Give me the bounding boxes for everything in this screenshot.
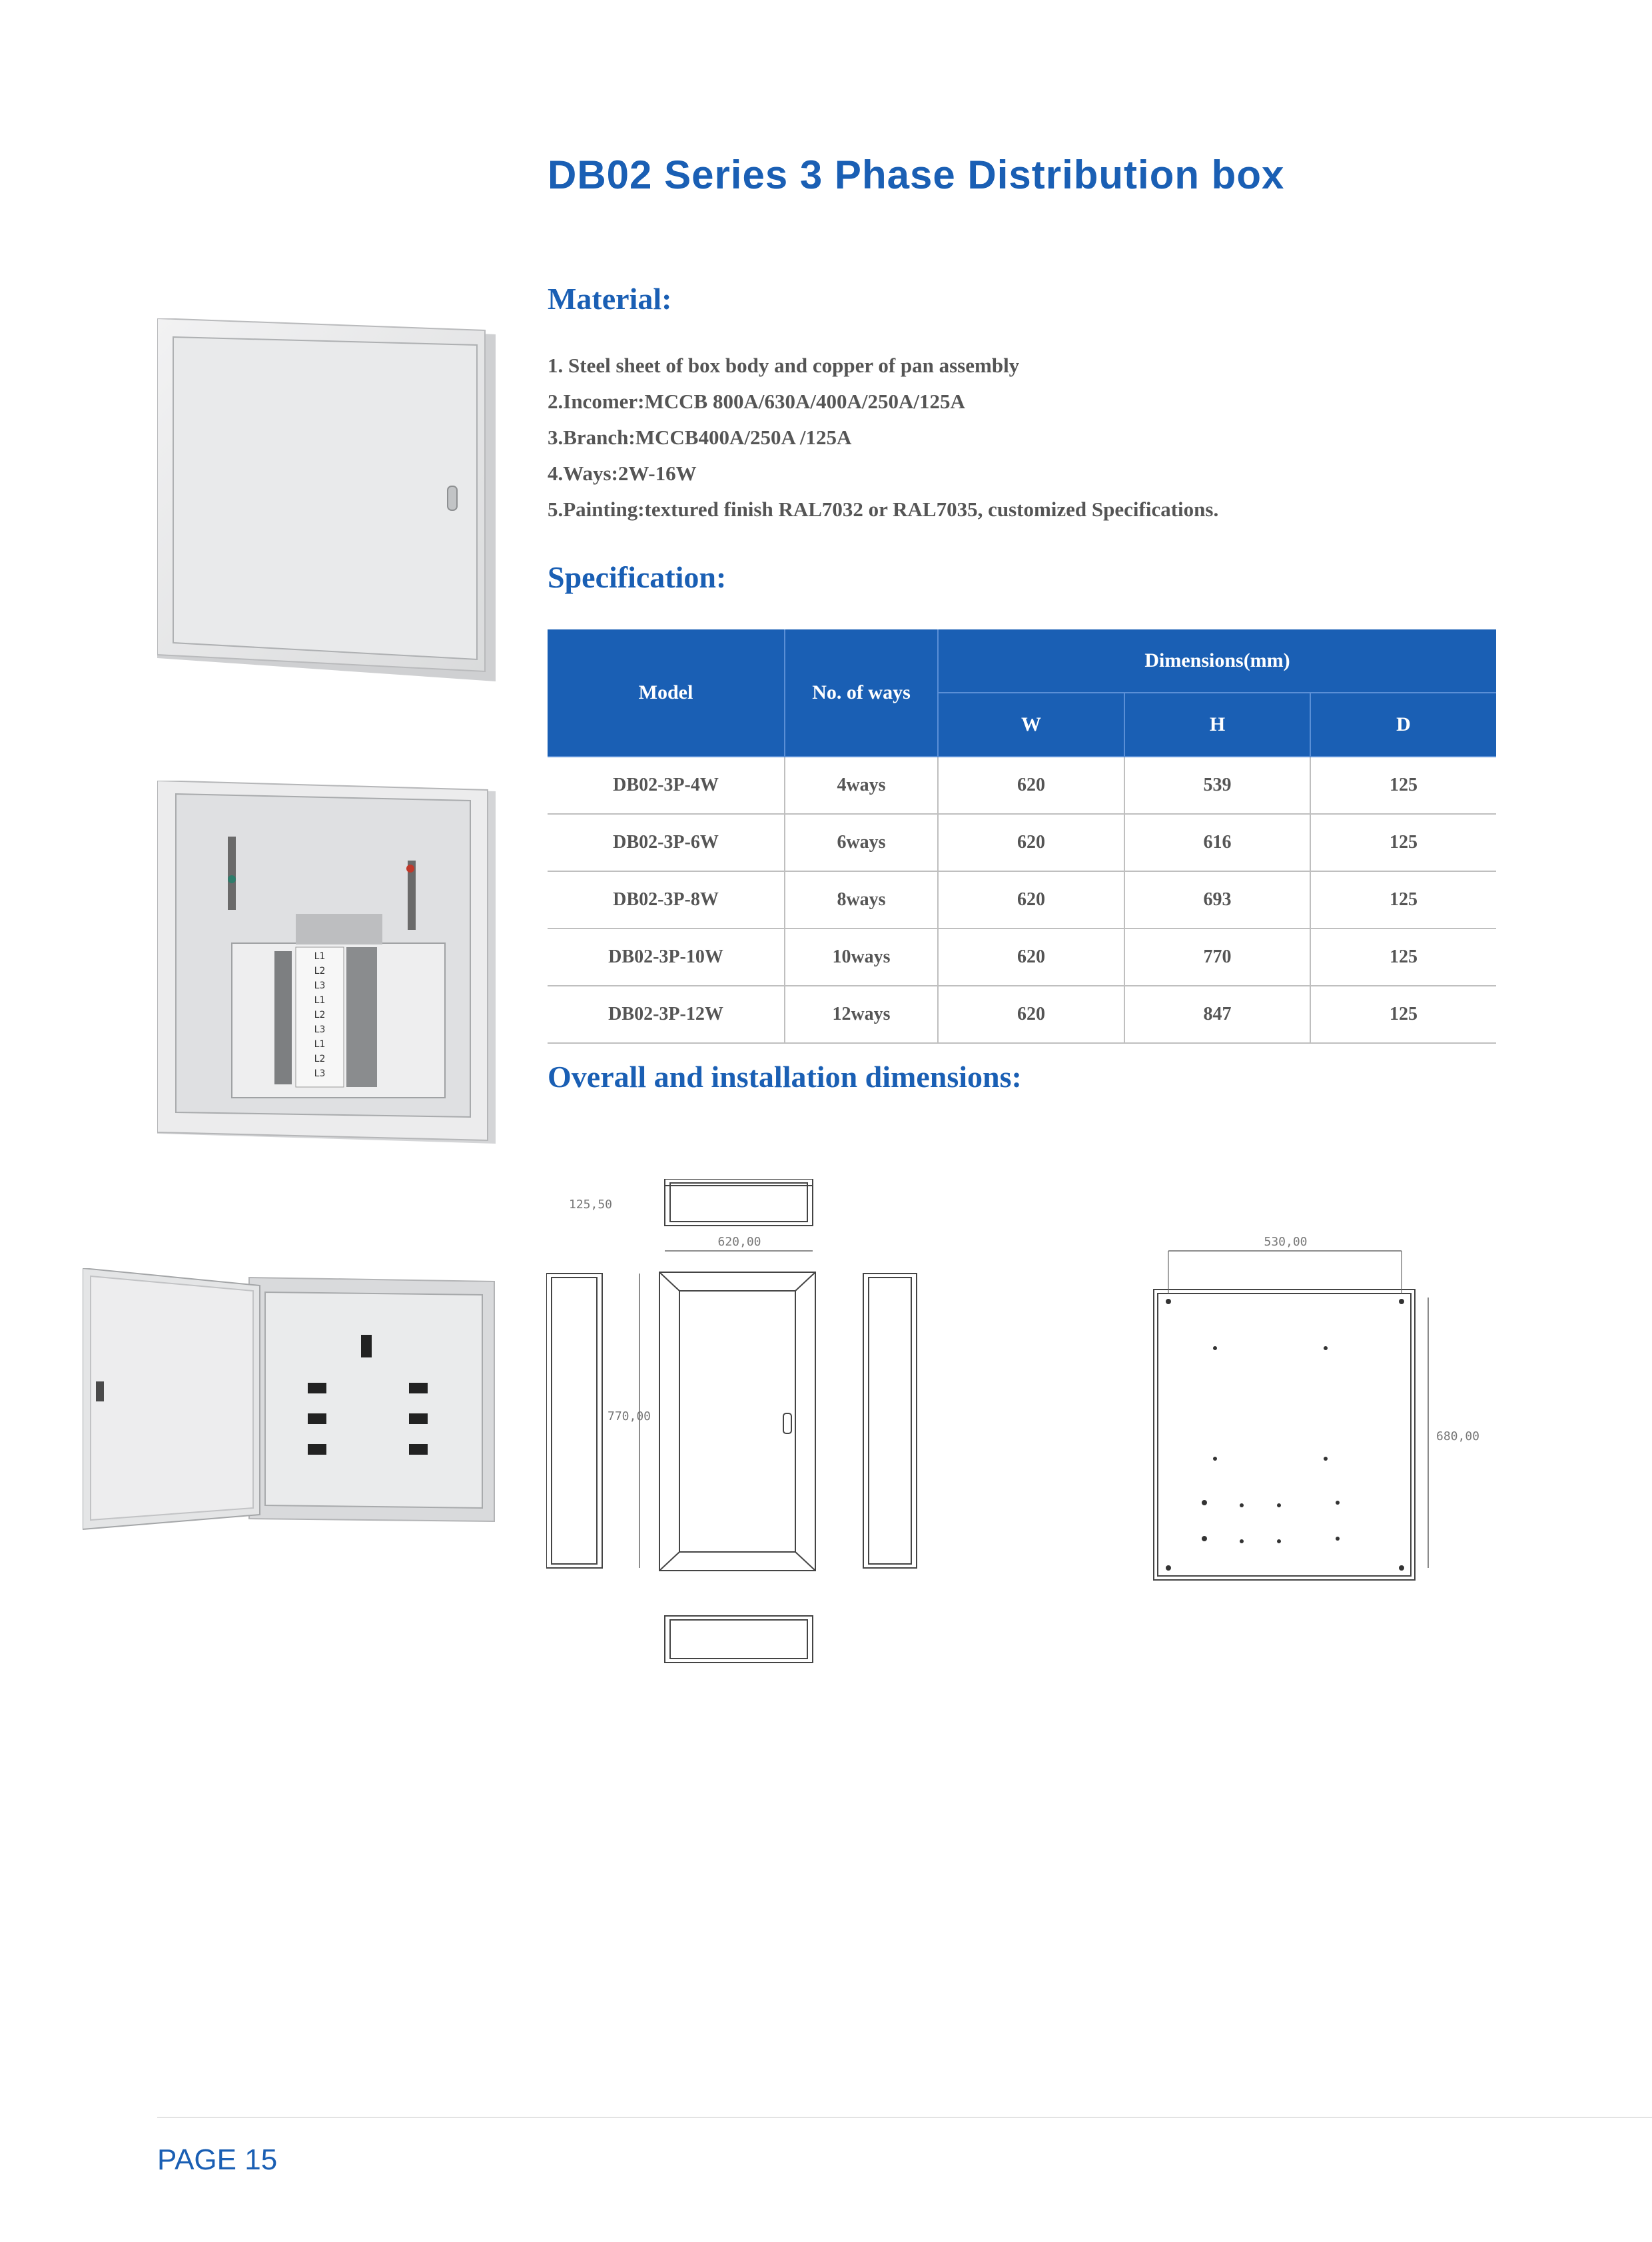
breaker-label: L3 xyxy=(314,980,326,991)
material-list xyxy=(548,348,1218,528)
cell-ways: 8ways xyxy=(785,871,938,929)
mounting-holes xyxy=(1166,1299,1404,1571)
cell-w: 620 xyxy=(938,814,1124,871)
table-row xyxy=(548,871,1496,929)
specification-table xyxy=(548,629,1496,1044)
right-side-view xyxy=(863,1274,917,1568)
cell-h: 539 xyxy=(1124,757,1310,814)
breaker-label: L1 xyxy=(314,1039,326,1050)
cell-w: 620 xyxy=(938,986,1124,1043)
cell-h: 770 xyxy=(1124,929,1310,986)
open-door-box-image xyxy=(83,1268,502,1535)
cell-model: DB02-3P-4W xyxy=(548,757,785,814)
depth-dimension-label: 125,50 xyxy=(569,1198,613,1212)
breaker-label: L2 xyxy=(314,966,326,976)
header-w: W xyxy=(938,693,1124,757)
table-row xyxy=(548,814,1496,871)
closed-box-image xyxy=(157,318,504,681)
cell-w: 620 xyxy=(938,871,1124,929)
cell-model: DB02-3P-10W xyxy=(548,929,785,986)
header-h: H xyxy=(1124,693,1310,757)
interior-box-image xyxy=(157,781,504,1144)
cell-w: 620 xyxy=(938,757,1124,814)
mount-height-dimension-label: 680,00 xyxy=(1436,1429,1480,1443)
mount-width-dimension-label: 530,00 xyxy=(1264,1235,1308,1249)
cell-h: 847 xyxy=(1124,986,1310,1043)
table-row xyxy=(548,757,1496,814)
mounting-view-drawing xyxy=(1154,1290,1415,1580)
top-view-drawing xyxy=(665,1179,813,1226)
cell-model: DB02-3P-8W xyxy=(548,871,785,929)
left-side-view xyxy=(546,1274,602,1568)
header-d: D xyxy=(1310,693,1496,757)
cell-d: 125 xyxy=(1310,986,1496,1043)
material-item: 2.Incomer:MCCB 800A/630A/400A/250A/125A xyxy=(548,390,965,413)
cell-ways: 10ways xyxy=(785,929,938,986)
breaker-label: L3 xyxy=(314,1024,326,1035)
cell-d: 125 xyxy=(1310,814,1496,871)
table-row xyxy=(548,929,1496,986)
cell-ways: 4ways xyxy=(785,757,938,814)
cell-d: 125 xyxy=(1310,929,1496,986)
cell-model: DB02-3P-12W xyxy=(548,986,785,1043)
page-number: PAGE 15 xyxy=(157,2143,278,2176)
cell-ways: 12ways xyxy=(785,986,938,1043)
header-model: Model xyxy=(548,629,785,757)
material-item: 5.Painting:textured finish RAL7032 or RAL7035, customized Specifications. xyxy=(548,498,1219,521)
material-item: 1. Steel sheet of box body and copper of pan assembly xyxy=(548,354,1020,377)
cell-d: 125 xyxy=(1310,871,1496,929)
cell-ways: 6ways xyxy=(785,814,938,871)
height-dimension-label: 770,00 xyxy=(608,1409,651,1423)
cell-d: 125 xyxy=(1310,757,1496,814)
specification-heading: Specification: xyxy=(548,560,727,594)
header-ways: No. of ways xyxy=(785,629,938,757)
cell-h: 693 xyxy=(1124,871,1310,929)
header-dimensions: Dimensions(mm) xyxy=(938,629,1496,693)
footer-divider xyxy=(157,2117,1652,2118)
breaker-label: L2 xyxy=(314,1054,326,1064)
page-title: DB02 Series 3 Phase Distribution box xyxy=(548,153,1285,197)
cell-h: 616 xyxy=(1124,814,1310,871)
material-item: 4.Ways:2W-16W xyxy=(548,462,697,485)
width-dimension-label: 620,00 xyxy=(717,1235,761,1249)
material-item: 3.Branch:MCCB400A/250A /125A xyxy=(548,426,852,449)
bottom-view-drawing xyxy=(665,1616,813,1663)
breaker-label: L3 xyxy=(314,1068,326,1079)
breaker-label: L1 xyxy=(314,951,326,962)
breaker-labels xyxy=(296,947,344,1087)
dimension-drawings xyxy=(546,1179,1512,1665)
breaker-label: L2 xyxy=(314,1010,326,1020)
front-view-drawing xyxy=(659,1272,815,1571)
material-heading: Material: xyxy=(548,282,672,316)
breaker-label: L1 xyxy=(314,995,326,1006)
overall-heading: Overall and installation dimensions: xyxy=(548,1060,1022,1094)
table-row xyxy=(548,986,1496,1043)
cell-model: DB02-3P-6W xyxy=(548,814,785,871)
cell-w: 620 xyxy=(938,929,1124,986)
